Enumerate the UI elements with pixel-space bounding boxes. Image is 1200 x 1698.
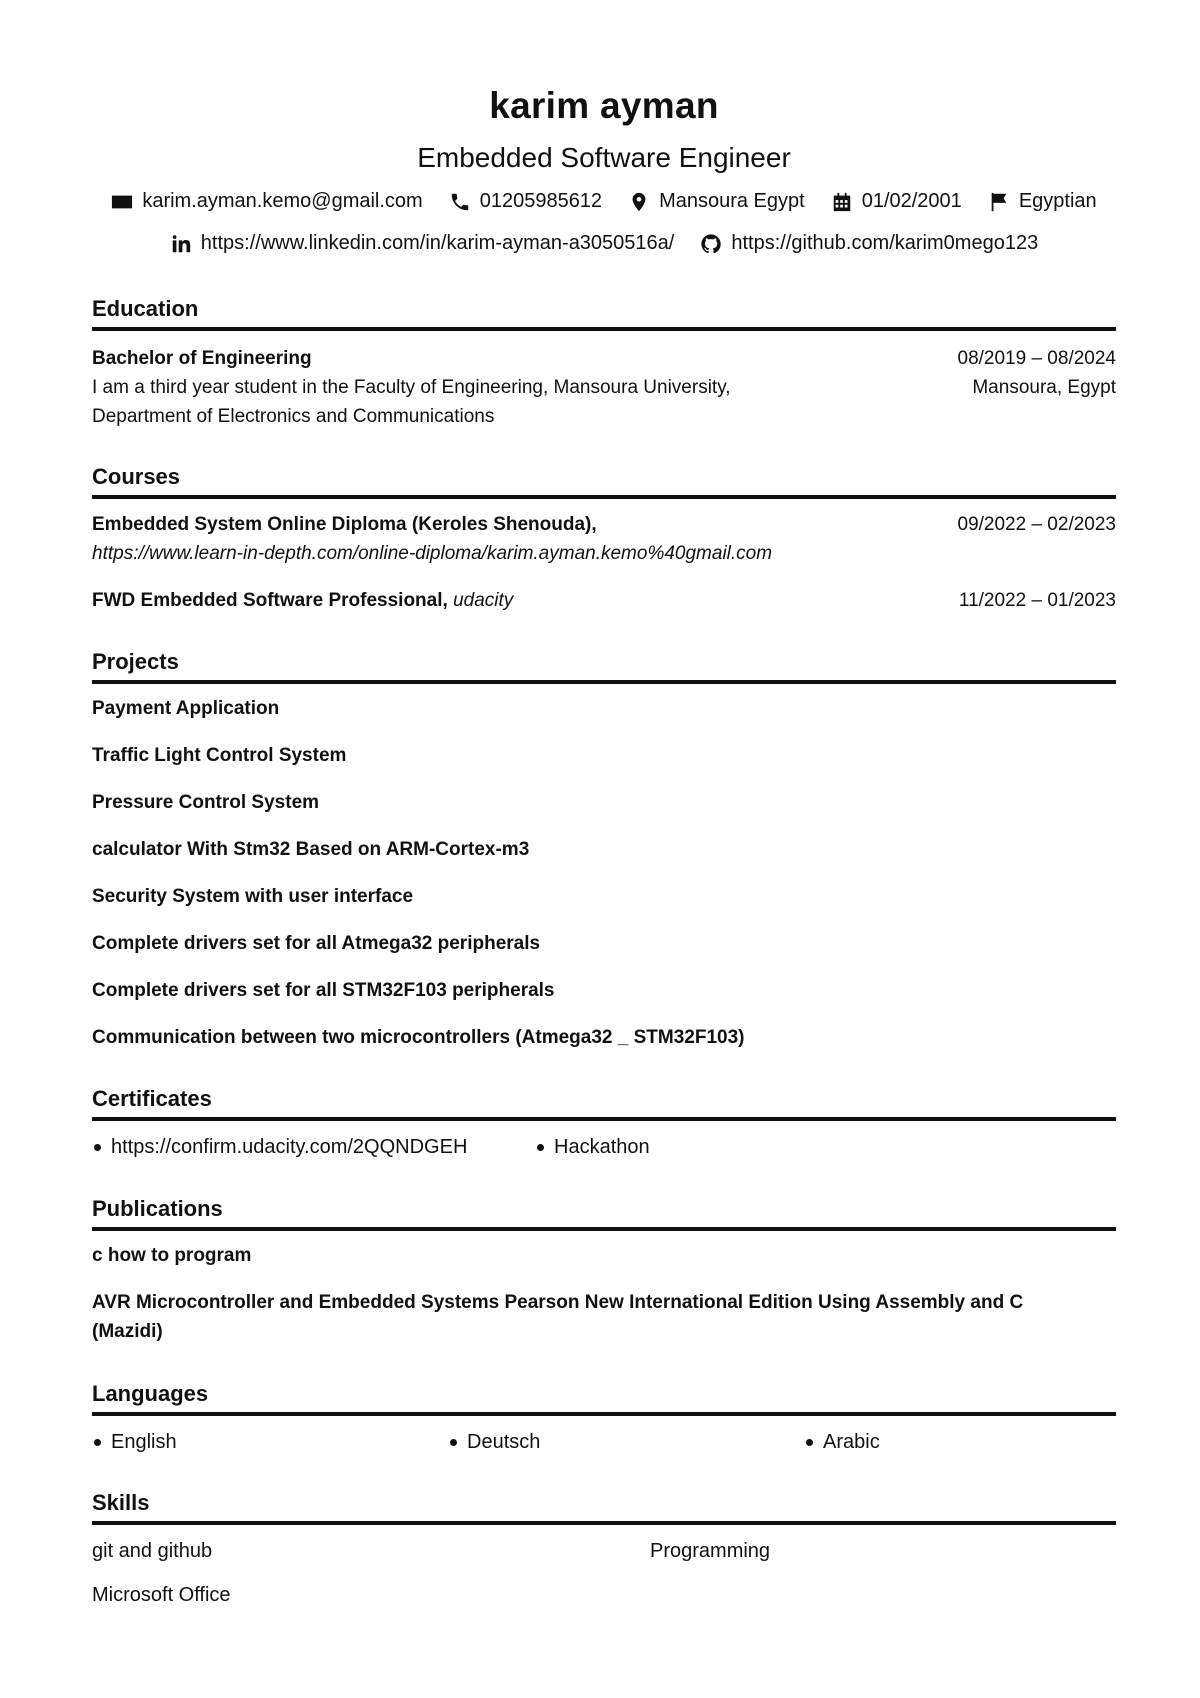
education-description: I am a third year student in the Faculty of Engineering, Mansoura University, bbox=[92, 377, 731, 398]
course-name: Embedded System Online Diploma (Keroles Shenouda), bbox=[92, 514, 597, 535]
section-heading: Projects bbox=[92, 649, 179, 674]
certificates-section bbox=[92, 1085, 1116, 1161]
project-item: Pressure Control System bbox=[92, 792, 320, 813]
email-item[interactable] bbox=[111, 190, 422, 213]
bullet-icon bbox=[806, 1439, 813, 1446]
location-text: Mansoura Egypt bbox=[659, 190, 805, 212]
section-divider bbox=[92, 327, 1116, 331]
location-item bbox=[628, 190, 805, 213]
education-location: Mansoura, Egypt bbox=[972, 377, 1116, 398]
language-list bbox=[92, 1428, 1116, 1456]
language-item bbox=[92, 1428, 448, 1456]
projects-section bbox=[92, 648, 1116, 1070]
project-item: Complete drivers set for all Atmega32 peripherals bbox=[92, 933, 541, 954]
degree-title: Bachelor of Engineering bbox=[92, 348, 312, 369]
birthdate-text: 01/02/2001 bbox=[861, 190, 962, 212]
certificate-text[interactable]: https://confirm.udacity.com/2QQNDGEH bbox=[111, 1136, 468, 1158]
phone-item[interactable] bbox=[449, 190, 602, 213]
skill-item: Programming bbox=[650, 1540, 771, 1562]
publications-section bbox=[92, 1195, 1116, 1364]
certificate-text: Hackathon bbox=[554, 1136, 650, 1158]
language-text: English bbox=[111, 1431, 177, 1453]
bullet-icon bbox=[94, 1144, 101, 1151]
certificate-list bbox=[92, 1133, 1116, 1161]
course-dates: 11/2022 – 01/2023 bbox=[958, 590, 1116, 611]
courses-section bbox=[92, 463, 1116, 615]
publication-item: c how to program bbox=[92, 1245, 252, 1266]
section-divider bbox=[92, 495, 1116, 499]
phone-icon bbox=[449, 191, 471, 213]
skill-list bbox=[92, 1537, 1116, 1609]
map-pin-icon bbox=[628, 191, 650, 213]
section-heading: Certificates bbox=[92, 1086, 212, 1111]
education-description: Department of Electronics and Communications bbox=[92, 406, 495, 427]
skills-section bbox=[92, 1489, 1116, 1609]
resume-page bbox=[92, 0, 1116, 1698]
contact-row-2 bbox=[92, 232, 1116, 255]
skill-item: Microsoft Office bbox=[92, 1584, 231, 1606]
project-item: Traffic Light Control System bbox=[92, 745, 347, 766]
flag-icon bbox=[988, 191, 1010, 213]
email-text: karim.ayman.kemo@gmail.com bbox=[142, 190, 423, 212]
linkedin-item[interactable] bbox=[170, 232, 675, 255]
job-title: Embedded Software Engineer bbox=[417, 142, 791, 173]
candidate-name: karim ayman bbox=[489, 85, 719, 126]
resume-header bbox=[92, 82, 1116, 176]
certificate-item[interactable] bbox=[92, 1133, 535, 1161]
nationality-text: Egyptian bbox=[1018, 190, 1097, 212]
languages-section bbox=[92, 1380, 1116, 1456]
education-entry bbox=[92, 344, 1116, 431]
section-divider bbox=[92, 1521, 1116, 1525]
education-meta bbox=[958, 344, 1117, 402]
calendar-icon bbox=[831, 191, 853, 213]
project-item: Payment Application bbox=[92, 698, 280, 719]
project-item: Communication between two microcontrollers (Atmega32 _ STM32F103) bbox=[92, 1027, 745, 1048]
certificate-item bbox=[535, 1133, 650, 1161]
section-heading: Education bbox=[92, 296, 199, 321]
section-heading: Publications bbox=[92, 1196, 223, 1221]
skill-item: git and github bbox=[92, 1540, 213, 1562]
section-divider bbox=[92, 680, 1116, 684]
publication-list bbox=[92, 1241, 1116, 1346]
course-entry bbox=[92, 586, 1116, 615]
course-entry bbox=[92, 510, 1116, 568]
contact-row-1 bbox=[92, 190, 1116, 213]
language-text: Arabic bbox=[823, 1431, 880, 1453]
github-link[interactable]: https://github.com/karim0mego123 bbox=[731, 232, 1039, 254]
linkedin-link[interactable]: https://www.linkedin.com/in/karim-ayman-a3050516a/ bbox=[200, 232, 675, 254]
language-item bbox=[448, 1428, 804, 1456]
language-item bbox=[804, 1428, 880, 1456]
birthdate-item bbox=[831, 190, 962, 213]
section-divider bbox=[92, 1227, 1116, 1231]
github-icon bbox=[700, 233, 722, 255]
bullet-icon bbox=[94, 1439, 101, 1446]
project-list bbox=[92, 694, 1116, 1052]
course-name: FWD Embedded Software Professional, bbox=[92, 590, 448, 611]
envelope-icon bbox=[111, 191, 133, 213]
section-heading: Courses bbox=[92, 464, 181, 489]
education-dates: 08/2019 – 08/2024 bbox=[957, 348, 1116, 369]
nationality-item bbox=[988, 190, 1097, 213]
course-dates: 09/2022 – 02/2023 bbox=[957, 514, 1116, 535]
course-provider: udacity bbox=[453, 590, 514, 611]
publication-item: (Mazidi) bbox=[92, 1321, 163, 1342]
phone-text: 01205985612 bbox=[479, 190, 603, 212]
project-item: Complete drivers set for all STM32F103 peripherals bbox=[92, 980, 555, 1001]
section-heading: Skills bbox=[92, 1490, 150, 1515]
section-divider bbox=[92, 1412, 1116, 1416]
education-section bbox=[92, 295, 1116, 431]
publication-item: AVR Microcontroller and Embedded Systems Pearson New International Edition Using Assembly and C bbox=[92, 1292, 1024, 1313]
project-item: Security System with user interface bbox=[92, 886, 414, 907]
language-text: Deutsch bbox=[467, 1431, 541, 1453]
section-divider bbox=[92, 1117, 1116, 1121]
course-link[interactable]: https://www.learn-in-depth.com/online-diploma/karim.ayman.kemo%40gmail.com bbox=[92, 543, 773, 564]
bullet-icon bbox=[450, 1439, 457, 1446]
github-item[interactable] bbox=[700, 232, 1038, 255]
project-item: calculator With Stm32 Based on ARM-Cortex-m3 bbox=[92, 839, 530, 860]
section-heading: Languages bbox=[92, 1381, 209, 1406]
bullet-icon bbox=[537, 1144, 544, 1151]
linkedin-icon bbox=[170, 233, 192, 255]
